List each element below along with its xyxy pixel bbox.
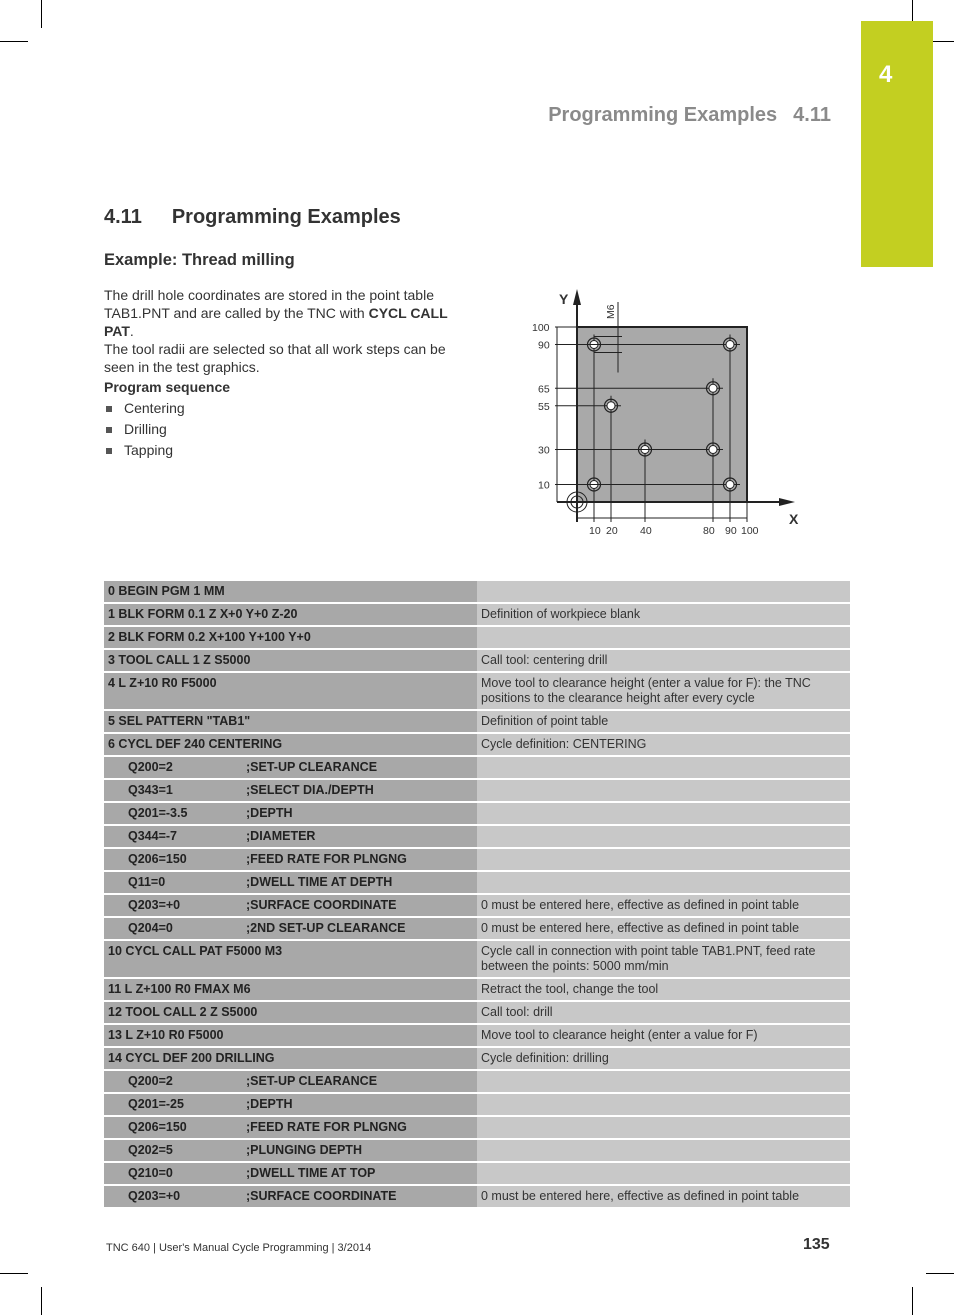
sequence-title: Program sequence (104, 379, 231, 395)
description-cell: 0 must be entered here, effective as defined in point table (477, 1185, 850, 1208)
list-item: Tapping (104, 440, 474, 461)
y-axis-label: Y (559, 291, 569, 307)
code-ref: CYCL CALL PAT (104, 305, 448, 339)
q-parameter: Q200=2 (128, 1074, 173, 1088)
code-cell (104, 1116, 477, 1139)
code-cell (104, 1162, 477, 1185)
q-comment: ;DEPTH (246, 1097, 293, 1111)
code-cell (104, 1139, 477, 1162)
hole (709, 446, 717, 454)
chapter-tab (861, 21, 933, 267)
q-parameter: Q204=0 (128, 921, 173, 935)
text: . (129, 323, 134, 339)
q-comment: ;FEED RATE FOR PLNGNG (246, 1120, 407, 1134)
description-cell: Retract the tool, change the tool (477, 978, 850, 1001)
code-cell: 1 BLK FORM 0.1 Z X+0 Y+0 Z-20 (104, 603, 477, 626)
q-comment: ;SURFACE COORDINATE (246, 1189, 397, 1203)
q-comment: ;FEED RATE FOR PLNGNG (246, 852, 407, 866)
code-cell: 11 L Z+100 R0 FMAX M6 (104, 978, 477, 1001)
q-parameter: Q343=1 (128, 783, 173, 797)
table-row (104, 649, 850, 672)
running-header (548, 104, 831, 127)
description-cell: 0 must be entered here, effective as defined in point table (477, 917, 850, 940)
code-cell (104, 1093, 477, 1116)
footer-text: TNC 640 | User's Manual Cycle Programming | 3/2014 (106, 1242, 372, 1254)
y-arrow-icon (573, 289, 581, 305)
table-row (104, 1070, 850, 1093)
page-number: 135 (803, 1236, 830, 1253)
x-arrow-icon (779, 498, 795, 506)
q-comment: ;DEPTH (246, 806, 293, 820)
description-cell: Move tool to clearance height (enter a value for F) (477, 1024, 850, 1047)
y-tick-label: 65 (538, 383, 550, 396)
x-axis-label: X (789, 511, 799, 527)
description-cell (477, 802, 850, 825)
hole (726, 481, 734, 489)
table-row (104, 733, 850, 756)
q-parameter: Q201=-25 (128, 1097, 184, 1111)
q-parameter: Q203=+0 (128, 1189, 181, 1203)
description-cell (477, 1139, 850, 1162)
q-comment: ;SURFACE COORDINATE (246, 898, 397, 912)
description-cell: Cycle definition: drilling (477, 1047, 850, 1070)
code-cell (104, 825, 477, 848)
x-tick-label: 40 (640, 525, 652, 537)
q-comment: ;SET-UP CLEARANCE (246, 760, 378, 774)
section-number: 4.11 (104, 206, 142, 228)
section-heading (104, 206, 401, 229)
y-tick-label: 55 (538, 400, 550, 413)
y-tick-label: 90 (538, 339, 550, 352)
code-cell: 10 CYCL CALL PAT F5000 M3 (104, 940, 477, 978)
table-row (104, 1116, 850, 1139)
x-tick-label: 10 (589, 525, 601, 537)
description-cell (477, 1093, 850, 1116)
q-parameter: Q206=150 (128, 1120, 187, 1134)
crop-mark (926, 1273, 954, 1274)
table-row (104, 603, 850, 626)
description-cell (477, 1116, 850, 1139)
description-cell: Cycle definition: CENTERING (477, 733, 850, 756)
q-comment: ;DWELL TIME AT DEPTH (246, 875, 393, 889)
description-cell (477, 779, 850, 802)
x-tick-label: 80 (703, 525, 715, 537)
description-cell: Definition of point table (477, 710, 850, 733)
chapter-number: 4 (879, 61, 893, 88)
q-comment: ;DIAMETER (246, 829, 316, 843)
table-row (104, 802, 850, 825)
code-cell: 3 TOOL CALL 1 Z S5000 (104, 649, 477, 672)
y-tick-label: 10 (538, 479, 550, 492)
paragraph (104, 286, 474, 340)
q-parameter: Q206=150 (128, 852, 187, 866)
x-tick-label: 20 (606, 525, 618, 537)
text: The drill hole coordinates are stored in the point table TAB1.PNT and are called by the TNC with (104, 287, 434, 321)
table-row (104, 871, 850, 894)
crop-mark (912, 1287, 913, 1315)
q-comment: ;2ND SET-UP CLEARANCE (246, 921, 406, 935)
code-cell: 4 L Z+10 R0 F5000 (104, 672, 477, 710)
code-cell (104, 802, 477, 825)
hole (709, 384, 717, 392)
code-cell (104, 756, 477, 779)
x-tick-label: 90 (725, 525, 737, 537)
thread-label: M6 (605, 304, 617, 319)
description-cell (477, 1162, 850, 1185)
code-cell (104, 871, 477, 894)
table-row (104, 1001, 850, 1024)
paragraph: The tool radii are selected so that all work steps can be seen in the test graphics. (104, 341, 446, 375)
crop-mark (0, 1273, 28, 1274)
table-row (104, 1185, 850, 1208)
table-row (104, 825, 850, 848)
header-title: Programming Examples (548, 104, 778, 126)
description-cell: Call tool: drill (477, 1001, 850, 1024)
table-row (104, 779, 850, 802)
code-cell (104, 917, 477, 940)
table-row (104, 581, 850, 603)
example-title: Example: Thread milling (104, 251, 295, 269)
hole (607, 402, 615, 410)
q-parameter: Q210=0 (128, 1166, 173, 1180)
code-cell (104, 848, 477, 871)
crop-mark (0, 41, 28, 42)
table-row (104, 672, 850, 710)
y-tick-label: 100 (532, 322, 550, 334)
q-parameter: Q203=+0 (128, 898, 181, 912)
description-cell (477, 825, 850, 848)
table-row (104, 1162, 850, 1185)
y-tick-label: 30 (538, 444, 550, 457)
hole (726, 341, 734, 349)
code-cell: 2 BLK FORM 0.2 X+100 Y+100 Y+0 (104, 626, 477, 649)
table-row (104, 978, 850, 1001)
description-cell (477, 581, 850, 603)
table-row (104, 710, 850, 733)
table-row (104, 1093, 850, 1116)
description-cell: Move tool to clearance height (enter a value for F): the TNC positions to the clearance height after every cycle (477, 672, 850, 710)
description-cell (477, 756, 850, 779)
table-row (104, 756, 850, 779)
description-cell: Cycle call in connection with point table TAB1.PNT, feed rate between the points: 5000 mm/min (477, 940, 850, 978)
code-cell: 14 CYCL DEF 200 DRILLING (104, 1047, 477, 1070)
table-row (104, 1139, 850, 1162)
description-cell: Call tool: centering drill (477, 649, 850, 672)
description-cell: 0 must be entered here, effective as defined in point table (477, 894, 850, 917)
q-parameter: Q202=5 (128, 1143, 173, 1157)
q-comment: ;SELECT DIA./DEPTH (246, 783, 374, 797)
table-row (104, 848, 850, 871)
table-row (104, 1024, 850, 1047)
table-row (104, 626, 850, 649)
code-cell: 12 TOOL CALL 2 Z S5000 (104, 1001, 477, 1024)
code-cell: 0 BEGIN PGM 1 MM (104, 581, 477, 603)
crop-mark (41, 1287, 42, 1315)
workpiece-drawing (520, 285, 810, 545)
q-parameter: Q11=0 (128, 875, 166, 889)
q-comment: ;SET-UP CLEARANCE (246, 1074, 378, 1088)
list-item: Centering (104, 398, 474, 419)
code-cell: 13 L Z+10 R0 F5000 (104, 1024, 477, 1047)
q-comment: ;PLUNGING DEPTH (246, 1143, 362, 1157)
code-cell: 6 CYCL DEF 240 CENTERING (104, 733, 477, 756)
table-row (104, 894, 850, 917)
q-parameter: Q200=2 (128, 760, 173, 774)
q-parameter: Q201=-3.5 (128, 806, 188, 820)
code-cell (104, 779, 477, 802)
list-item: Drilling (104, 419, 474, 440)
intro-text (104, 286, 474, 461)
workpiece (577, 327, 747, 502)
section-title: Programming Examples (171, 206, 401, 228)
description-cell: Definition of workpiece blank (477, 603, 850, 626)
crop-mark (41, 0, 42, 28)
table-row (104, 917, 850, 940)
code-cell: 5 SEL PATTERN "TAB1" (104, 710, 477, 733)
code-cell (104, 1185, 477, 1208)
q-parameter: Q344=-7 (128, 829, 177, 843)
q-comment: ;DWELL TIME AT TOP (246, 1166, 376, 1180)
x-tick-label: 100 (741, 525, 759, 537)
description-cell (477, 626, 850, 649)
table-row (104, 940, 850, 978)
header-number: 4.11 (793, 104, 831, 126)
program-table (104, 581, 850, 1209)
table-row (104, 1047, 850, 1070)
description-cell (477, 1070, 850, 1093)
sequence-list (104, 398, 474, 461)
code-cell (104, 1070, 477, 1093)
description-cell (477, 848, 850, 871)
description-cell (477, 871, 850, 894)
code-cell (104, 894, 477, 917)
